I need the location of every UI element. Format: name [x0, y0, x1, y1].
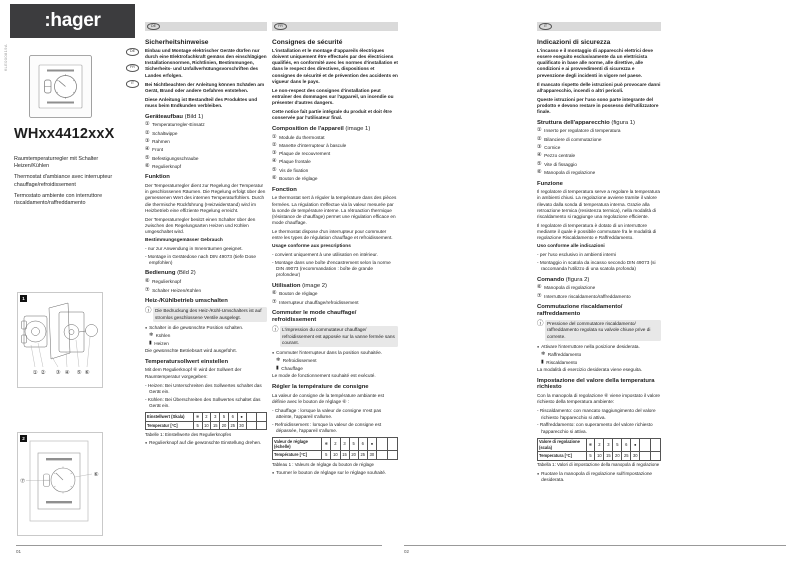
part-item: ① Module du thermostat — [272, 133, 325, 140]
figure-2-front-view — [17, 432, 103, 536]
table-row: Temperatur [°C] 5 10 15 20 25 30 — [146, 421, 267, 430]
exploded-view-drawing — [18, 293, 100, 385]
body-paragraph: La valeur de consigne de la température ambiante est définie avec le bouton de réglage ⑥ : — [272, 392, 385, 404]
column-de-header-bar — [145, 22, 267, 31]
part-item: ⑤ Befestigungsschraube — [145, 154, 199, 161]
product-code: WHxx4412xxX — [14, 126, 115, 142]
figure-1-exploded-view — [17, 292, 103, 388]
part-item: ② Schaltwippe — [145, 129, 178, 136]
use-item: - per l'uso esclusivo in ambienti interni — [537, 251, 617, 257]
figure-1-label: 1 — [20, 295, 27, 302]
step-item: ● Attivare l'interruttore nella posizione desiderata. — [537, 344, 640, 350]
bullet-icon: ● — [272, 470, 275, 475]
safety-title-fr: Consignes de sécurité — [272, 39, 343, 46]
setpoint-item: - Chauffage : lorsque la valeur de consigne n'est pas atteinte, l'appareil s'allume. — [272, 407, 382, 419]
part-item: ④ Pezzo centrale — [537, 152, 576, 159]
document-code: 6LE000819A — [3, 44, 8, 72]
body-paragraph: Mit dem Regulierknopf ⑥ wird der Sollwert der Raumtemperatur vorgegeben: — [145, 367, 242, 379]
function-heading: Fonction — [272, 186, 297, 193]
step-item: ● Tourner le bouton de réglage sur le réglage souhaité. — [272, 469, 387, 475]
body-paragraph: Le thermostat sert à réguler la température dans des pièces fermées. La régulation s'effectue via la valeur mesurée par la sonde de température interne. La rétroaction thermique (résistance de chauffage) permet une régulation efficace en mode chauffage. — [272, 195, 397, 225]
heating-icon: ▮ — [276, 364, 279, 371]
safety-title-de: Sicherheitshinweise — [145, 39, 209, 46]
hager-logo — [10, 4, 135, 38]
switch-mode-heading: Heiz-/Kühlbetrieb umschalten — [145, 298, 228, 305]
heating-icon: ▮ — [541, 358, 544, 365]
part-item: ③ Plaque de recouvrement — [272, 150, 331, 157]
info-icon: ⓘ — [537, 319, 544, 327]
setpoint-item: - Riscaldamento: con mancato raggiungimento del valore richiesto l'apparecchio si attiva. — [537, 408, 656, 420]
setpoint-item: - Heizen: Bei Unterschreiten des Sollwertes schaltet das Gerät ein. — [145, 382, 262, 394]
part-item: ⑥ Manopola di regolazione — [537, 168, 596, 175]
snowflake-icon: ❄ — [276, 357, 281, 364]
snowflake-icon: ❄ — [541, 351, 546, 358]
fig1-callout-3: ③ — [55, 370, 61, 376]
use-item: - Montage in Gerätedose nach DIN 49073 (tiefe Dose empfohlen) — [145, 253, 257, 265]
product-names — [14, 156, 132, 211]
fig1-callout-2: ② — [40, 370, 46, 376]
product-name-it: Termostato ambiente con interruttore riscaldamento/raffreddamento — [14, 192, 103, 207]
switch-mode-heading: Commuter le mode chauffage/ refroidissement — [272, 310, 357, 324]
safety-paragraph: L'incasso e il montaggio di apparecchi elettrici deve essere eseguito esclusivamente da un elettricista qualificato in base alle norme, alle direttive, alle condizioni e ai provvedimenti di sicurezza e prevenzione degli incidenti in vigore nel paese. — [537, 48, 653, 78]
body-paragraph: Der Temperaturregler besitzt einen Schalter über den zwischen den Regelungsarten Heizen und Kühlen umgeschaltet wird. — [145, 216, 256, 234]
mode-cool-line: ❄ Refroidissement — [276, 357, 317, 364]
safety-paragraph: Bei Nichtbeachten der Anleitung können Schäden am Gerät, Brand oder andere Gefahren entstehen. — [145, 81, 265, 93]
part-item: ⑥ Regulierknopf — [145, 162, 182, 169]
intended-use-heading: Bestimmungsgemässer Gebrauch — [145, 238, 223, 244]
safety-paragraph: Einbau und Montage elektrischer Geräte dürfen nur durch eine Elektrofachkraft gemäss den einschlägigen Installationsnormen, Richtlinien, Bestimmungen, Sicherheits- und Unfallverhütungsvorschriften des Landes erfolgen. — [145, 48, 267, 78]
figure-2-label: 2 — [20, 435, 27, 442]
lang-oval-fr: FR — [126, 64, 139, 72]
column-de-badge: DE — [147, 23, 160, 31]
info-box: ⓘ Pressione del commutatore riscaldamento/ raffreddamento regolata su valvole chiuse prive di corrente. — [537, 320, 661, 341]
function-heading: Funzione — [537, 180, 563, 187]
lang-oval-de: DE — [126, 48, 139, 56]
safety-paragraph: Cette notice fait partie intégrale du produit et doit être conservée par l'utilisateur final. — [272, 109, 392, 121]
column-fr-header-bar — [272, 22, 398, 31]
use-item: - nur zur Anwendung in Innenräumen geeignet. — [145, 245, 243, 251]
use-item: - convient uniquement à une utilisation en intérieur. — [272, 251, 378, 257]
setpoint-heading: Temperatursollwert einstellen — [145, 358, 229, 365]
column-it-header-bar — [537, 22, 661, 31]
function-heading: Funktion — [145, 174, 170, 181]
use-item: - Montaggio in scatola da incasso secondo DIN 49073 (si raccomanda l'utilizzo di una scatola profonda) — [537, 259, 656, 271]
operation-heading: Comando (figura 2) — [537, 276, 590, 283]
parts-heading: Composition de l'appareil (image 1) — [272, 125, 371, 132]
mode-cool-line: ❄ Kühlen — [149, 332, 171, 339]
fig2-callout-knob: ⑥ — [93, 472, 99, 478]
step-item: ● Schalter in die gewünschte Position schalten. — [145, 325, 244, 331]
body-paragraph: Die gewünschte Betriebsart wird ausgeführt. — [145, 348, 237, 354]
step-item: ● Ruotare la manopola di regolazione sull'impostazione desiderata. — [537, 470, 653, 482]
table-row: Valore di regolazione (scala) ❄ 2 3 5 6 ● — [538, 438, 661, 451]
mode-heat-line: ▮ Heizen — [149, 339, 169, 346]
table-row: Valeur de réglage (échelle) ❄ 2 3 5 6 ● — [273, 438, 398, 451]
setpoint-item: - Refroidissement : lorsque la valeur de consigne est dépassée, l'appareil s'allume. — [272, 421, 382, 433]
part-item: ③ Rahmen — [145, 137, 170, 144]
footer-rule-left — [16, 545, 382, 546]
operation-item: ⑦ Schalter Heizen/Kühlen — [145, 286, 202, 293]
part-item: ⑤ Vis de fixation — [272, 166, 309, 173]
use-item: - Montage dans une boîte d'encastrement selon la norme DIN 49073 (recommandation : boîte de grande profondeur) — [272, 259, 391, 278]
parts-heading: Struttura dell'apparecchio (figura 1) — [537, 119, 635, 126]
product-name-fr: Thermostat d'ambiance avec interrupteur chauffage/refroidissement — [14, 174, 113, 188]
info-box: ⓘ Die Bedruckung des Heiz-/Kühl-Umschalters ist auf stromlos geschlossene Ventile ausgelegt. — [145, 307, 267, 322]
thermostat-front-drawing — [28, 54, 94, 120]
bullet-icon: ● — [145, 326, 148, 331]
table-caption: Tableau 1 : Valeurs de réglage du bouton de réglage — [272, 461, 374, 467]
setting-table — [272, 437, 398, 460]
column-fr-badge: FR — [274, 23, 287, 31]
front-view-drawing — [18, 433, 100, 533]
safety-paragraph: Il mancato rispetto delle istruzioni può provocare danni all'apparecchio, incendi o altri pericoli. — [537, 81, 661, 93]
operation-heading: Utilisation (image 2) — [272, 282, 328, 289]
column-fr — [272, 22, 398, 478]
info-box: ⓘ L'impression du commutateur chauffage/ refroidissement est apposée sur la vanne fermée sans courant. — [272, 326, 398, 347]
mode-heat-line: ▮ Chauffage — [276, 364, 303, 371]
part-item: ⑥ Bouton de réglage — [272, 175, 318, 182]
part-item: ① Inserto per regolatore di temperatura — [537, 127, 621, 134]
operation-item: ⑥ Regulierknopf — [145, 278, 182, 285]
safety-paragraph: L'installation et le montage d'appareils électriques doivent uniquement être effectués par des électriciens qualifiés, en conformité avec les normes d'installation et dans le respect des directives, dispositions et consignes de sécurité et de prévention des accidents en vigueur dans le pays. — [272, 48, 398, 84]
page-number-right: 02 — [404, 549, 410, 554]
lang-oval-it: IT — [126, 80, 139, 88]
hager-logo-text: :hager — [44, 10, 101, 31]
part-item: ④ Front — [145, 146, 164, 153]
table-row: Temperatura [°C] 5 10 15 20 25 30 — [538, 451, 661, 460]
part-item: ② Manette d'interrupteur à bascule — [272, 141, 347, 148]
body-paragraph: Con la manopola di regolazione ⑥ viene impostato il valore richiesto della temperatura ambiente: — [537, 393, 661, 405]
fig1-callout-6: ⑥ — [84, 370, 90, 376]
mode-heat-line: ▮ Riscaldamento — [541, 358, 578, 365]
operation-item: ⑦ Interruttore riscaldamento/raffreddamento — [537, 292, 631, 299]
part-item: ① Temperaturregler-Einsatz — [145, 121, 205, 128]
safety-paragraph: Diese Anleitung ist Bestandteil des Produktes und muss beim Endkunden verbleiben. — [145, 96, 258, 108]
info-icon: ⓘ — [145, 306, 152, 314]
fig2-callout-switch: ⑦ — [20, 478, 25, 485]
snowflake-icon: ❄ — [149, 332, 154, 339]
fig1-callout-4: ④ — [64, 370, 70, 376]
body-paragraph: Il regolatore di temperatura è dotato di un interruttore mediante il quale è possibile commutare fra le modalità di regolazione Riscaldamento e Raffreddamento. — [537, 222, 657, 241]
bullet-icon: ● — [537, 471, 540, 476]
column-it — [537, 22, 661, 485]
mode-cool-line: ❄ Raffreddamento — [541, 351, 582, 358]
setpoint-item: - Kühlen: Bei Überschreiten des Sollwertes schaltet das Gerät ein. — [145, 396, 261, 408]
part-item: ⑤ Vite di fissaggio — [537, 160, 577, 167]
operation-item: ⑥ Manopola di regolazione — [537, 284, 596, 291]
parts-heading — [145, 114, 267, 121]
operation-item: ⑥ Bouton de réglage — [272, 290, 318, 297]
body-paragraph: Il regolatore di temperatura serve a regolare la temperatura in ambienti chiusi. La regolazione avviene tramite il valore rilevato dalla sonda di temperatura interna. Grazie alla retroazione termica (resistenza termica), nella modalità di riscaldamento si raggiunge una regolazione efficiente. — [537, 189, 660, 219]
safety-paragraph: Le non-respect des consignes d'installation peut entraîner des dommages sur l'appareil, un incendie ou présenter d'autres dangers. — [272, 87, 394, 105]
bullet-icon: ● — [537, 345, 540, 350]
part-item: ② Bilanciere di commutazione — [537, 135, 602, 142]
intended-use-heading: Uso conforme alle indicazioni — [537, 244, 605, 250]
heating-icon: ▮ — [149, 339, 152, 346]
setpoint-item: - Raffreddamento: con superamento del valore richiesto l'apparecchio si attiva. — [537, 422, 653, 434]
setting-table — [145, 412, 267, 430]
parts-heading-ref: (Bild 1) — [182, 113, 204, 120]
setpoint-heading: Régler la température de consigne — [272, 383, 369, 390]
safety-paragraph: Queste istruzioni per l'uso sono parte integrante del prodotto e devono restare in possesso dell'utilizzatore finale. — [537, 96, 659, 115]
fig1-callout-5: ⑤ — [76, 370, 82, 376]
step-item: ● Commuter l'interrupteur dans la position souhaitée. — [272, 350, 383, 356]
table-caption: Tabelle 1: Einstellwerte des Regulierknopfes — [145, 431, 232, 437]
safety-title-it: Indicazioni di sicurezza — [537, 39, 611, 46]
body-paragraph: Der Temperaturregler dient zur Regelung der Temperatur in geschlossenen Räumen. Die Regelung erfolgt über den gemessenen Wert des internen Temperaturfühlers. Durch die thermische Rückführung (Heizwiderstand) wird im Heizbetrieb eine effiziente Regelung erreicht. — [145, 183, 266, 213]
parts-heading-main: Geräteaufbau — [145, 113, 183, 120]
body-paragraph: Le thermostat dispose d'un interrupteur pour commuter entre les types de régulation chauffage et refroidissement. — [272, 228, 393, 241]
part-item: ④ Plaque frontale — [272, 158, 311, 165]
table-row: Einstellwert (Skala) ❄ 2 3 5 6 ● — [146, 412, 267, 421]
table-caption: Tabella 1: Valori di impostazione della manopola di regolazione — [537, 462, 660, 468]
footer-rule-right — [404, 545, 786, 546]
operation-heading: Bedienung (Bild 2) — [145, 270, 196, 277]
body-paragraph: La modalità di esercizio desiderata viene eseguita. — [537, 367, 643, 373]
language-stack — [126, 48, 139, 88]
table-row: Température [°C] 5 10 15 20 25 30 — [273, 451, 398, 460]
bullet-icon: ● — [145, 441, 148, 446]
setpoint-heading: Impostazione del valore della temperatura richiesto — [537, 377, 655, 391]
switch-mode-heading: Commutazione riscaldamento/ raffreddamento — [537, 304, 623, 318]
column-de — [145, 22, 267, 448]
fig1-callout-1: ① — [32, 370, 38, 376]
product-photo — [28, 54, 94, 120]
intended-use-heading: Usage conforme aux prescriptions — [272, 244, 351, 250]
setting-table — [537, 438, 661, 461]
product-name-de: Raumtemperaturregler mit Schalter Heizen/Kühlen — [14, 156, 99, 170]
info-icon: ⓘ — [272, 325, 279, 333]
column-it-badge: IT — [539, 23, 552, 31]
body-paragraph: Le mode de fonctionnement souhaité est exécuté. — [272, 373, 376, 379]
step-item: ● Regulierknopf auf die gewünschte Einstellung drehen. — [145, 440, 262, 446]
part-item: ③ Cornice — [537, 144, 561, 151]
page-number-left: 01 — [16, 549, 22, 554]
operation-item: ⑦ Interrupteur chauffage/refroidissement — [272, 298, 359, 305]
bullet-icon: ● — [272, 351, 275, 356]
